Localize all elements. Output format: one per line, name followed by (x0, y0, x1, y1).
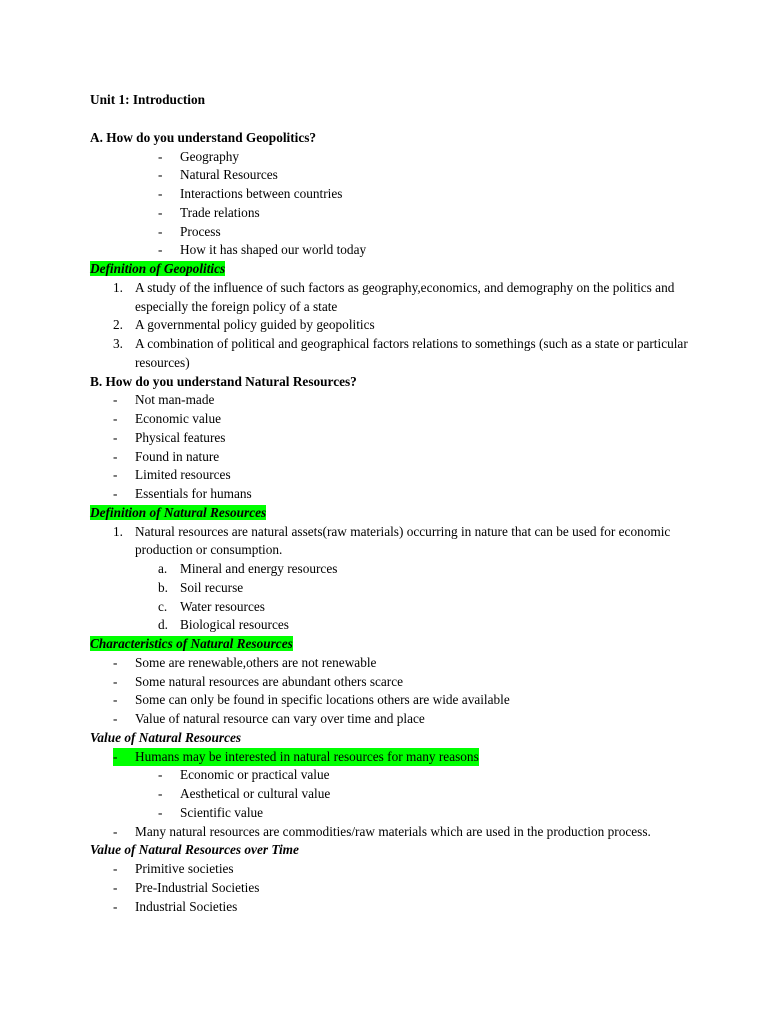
dash-bullet: - (113, 448, 118, 464)
numbered-item: 1. Natural resources are natural assets(raw materials) occurring in nature that can be used for economic production or consumption. (113, 523, 671, 558)
list-item: - Limited resources (90, 466, 690, 485)
section-a-heading: A. How do you understand Geopolitics? (90, 129, 317, 145)
list-item: - Industrial Societies (90, 898, 690, 917)
list-item: - Aesthetical or cultural value (90, 785, 690, 804)
dash-bullet: - (113, 392, 118, 408)
dash-bullet: - (158, 204, 163, 220)
document-body (90, 91, 690, 916)
list-item: - Trade relations (90, 204, 690, 223)
dash-bullet: - (158, 767, 163, 783)
list-item: - Some can only be found in specific locations others are wide available (90, 691, 690, 710)
list-item: - Physical features (90, 429, 690, 448)
dash-bullet: - (113, 673, 118, 689)
list-item: - Many natural resources are commodities/raw materials which are used in the production process. (90, 823, 690, 842)
lettered-item: c. Water resources (158, 598, 265, 614)
dash-bullet: - (158, 186, 163, 201)
list-item: - Economic value (90, 410, 690, 429)
dash-bullet: - (113, 467, 118, 483)
list-item: - Scientific value (90, 804, 690, 823)
list-item: - Found in nature (90, 448, 690, 467)
list-item: - Essentials for humans (90, 485, 690, 504)
numbered-item: 1. A study of the influence of such factors as geography,economics, and demography on the politics and especially the foreign policy of a state (113, 279, 675, 314)
dash-bullet: - (158, 223, 163, 239)
dash-bullet: - (113, 411, 118, 426)
list-item: - Value of natural resource can vary over time and place (90, 710, 690, 729)
dash-bullet: - (158, 148, 163, 164)
section-b-heading: B. How do you understand Natural Resources? (90, 373, 357, 389)
numbered-item: 3. A combination of political and geographical factors relations to somethings (such as a state or particular resources) (113, 336, 688, 370)
list-item: - Natural Resources (90, 166, 690, 185)
list-item: - Geography (90, 148, 690, 167)
highlighted-list-item: - Humans may be interested in natural resources for many reasons (90, 748, 690, 767)
list-item: - Pre-Industrial Societies (90, 879, 690, 898)
dash-bullet: - (113, 879, 118, 895)
page-title: Unit 1: Introduction (90, 92, 206, 107)
list-item: - Some are renewable,others are not renewable (90, 654, 690, 673)
lettered-item: d. Biological resources (158, 617, 289, 633)
characteristics-heading: Characteristics of Natural Resources (90, 636, 293, 651)
dash-bullet: - (158, 804, 163, 820)
dash-bullet: - (113, 692, 118, 708)
dash-bullet: - (113, 711, 118, 726)
dash-bullet: - (113, 429, 118, 445)
lettered-item: b. Soil recurse (158, 579, 244, 595)
value-heading: Value of Natural Resources (90, 729, 242, 745)
dash-bullet: - (158, 167, 163, 183)
dash-bullet: - (113, 486, 118, 501)
numbered-item: 2. A governmental policy guided by geopolitics (113, 317, 375, 333)
list-item: - Primitive societies (90, 860, 690, 879)
dash-bullet: - (158, 242, 163, 258)
lettered-item: a. Mineral and energy resources (158, 561, 338, 576)
list-item: - How it has shaped our world today (90, 241, 690, 260)
dash-bullet: - (113, 898, 118, 914)
value-over-time-heading: Value of Natural Resources over Time (90, 842, 299, 858)
blank-line (90, 110, 690, 129)
dash-bullet: - (113, 823, 118, 839)
list-item: - Economic or practical value (90, 766, 690, 785)
list-item: - Some natural resources are abundant others scarce (90, 673, 690, 692)
list-item: - Interactions between countries (90, 185, 690, 204)
dash-bullet: - (113, 748, 118, 764)
list-item: - Process (90, 223, 690, 242)
dash-bullet: - (113, 861, 118, 876)
definition-geopolitics-heading: Definition of Geopolitics (90, 261, 226, 276)
dash-bullet: - (158, 786, 163, 801)
dash-bullet: - (113, 654, 118, 670)
list-item: - Not man-made (90, 391, 690, 410)
definition-natural-resources-heading: Definition of Natural Resources (90, 504, 267, 520)
